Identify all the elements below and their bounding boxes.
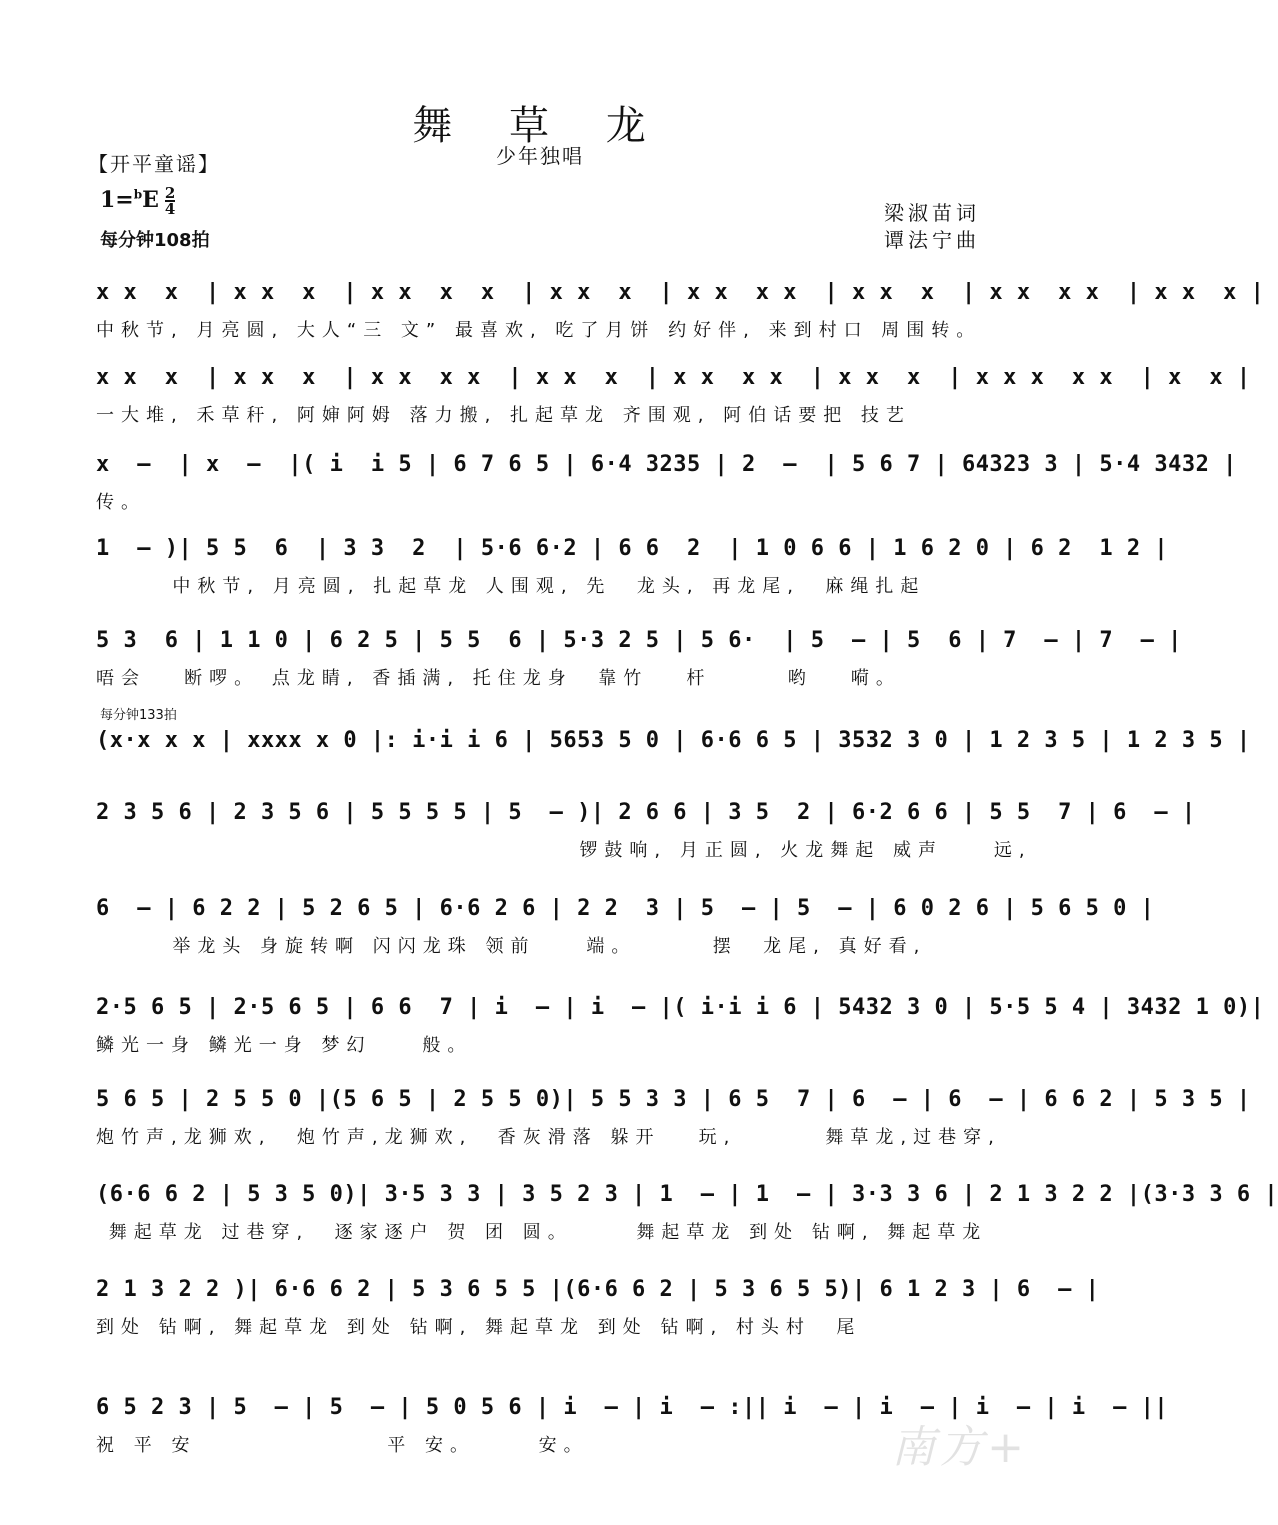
notes-line: x x x | x x x | x x x x | x x x | x x x x | x x x | x x x x x | x x |: [96, 365, 1251, 390]
notes-line: x x x | x x x | x x x x | x x x | x x x x | x x x | x x x x | x x x |: [96, 280, 1265, 305]
time-signature: [165, 186, 175, 216]
lyrics-line: 到处 钻啊, 舞起草龙 到处 钻啊, 舞起草龙 到处 钻啊, 村头村 尾: [96, 1317, 862, 1338]
notes-line: 1 — )| 5 5 6 | 3 3 2 | 5·6 6·2 | 6 6 2 | 1 0 6 6 | 1 6 2 0 | 6 2 1 2 |: [96, 536, 1169, 561]
nanfang-plus-watermark: 南方+: [891, 1422, 1028, 1473]
key-note: E: [142, 187, 159, 213]
lyrics-line: 一大堆, 禾草秆, 阿婶阿姆 落力搬, 扎起草龙 齐围观, 阿伯话要把 技艺: [96, 405, 911, 426]
lyrics-line: 舞起草龙 过巷穿, 逐家逐户 贺 团 圆。 舞起草龙 到处 钻啊, 舞起草龙: [96, 1222, 988, 1243]
notes-line: (x·x x x | xxxx x 0 |: i·i i 6 | 5653 5 0 | 6·6 6 5 | 3532 3 0 | 1 2 3 5 | 1 2 3 5 |: [96, 728, 1251, 753]
key-signature: [100, 186, 175, 216]
tempo-marking-2: 每分钟133拍: [100, 708, 177, 723]
notes-line: 2 1 3 2 2 )| 6·6 6 2 | 5 3 6 5 5 |(6·6 6 2 | 5 3 6 5 5)| 6 1 2 3 | 6 — |: [96, 1277, 1100, 1302]
lyrics-line: 举龙头 身旋转啊 闪闪龙珠 领前 端。 摆 龙尾, 真好看,: [96, 936, 927, 957]
notes-line: 2 3 5 6 | 2 3 5 6 | 5 5 5 5 | 5 — )| 2 6 6 | 3 5 2 | 6·2 6 6 | 5 5 7 | 6 — |: [96, 800, 1196, 825]
notes-line: 5 6 5 | 2 5 5 0 |(5 6 5 | 2 5 5 0)| 5 5 3 3 | 6 5 7 | 6 — | 6 — | 6 6 2 | 5 3 5 |: [96, 1087, 1251, 1112]
time-top: 2: [164, 184, 176, 202]
lyrics-line: 中秋节, 月亮圆, 扎起草龙 人围观, 先 龙头, 再龙尾, 麻绳扎起: [96, 576, 926, 597]
lyrics-line: 锣鼓响, 月正圆, 火龙舞起 威声 远,: [96, 840, 1032, 861]
song-subtitle: 少年独唱: [496, 144, 584, 168]
composer-credit: 谭法宁曲: [884, 228, 980, 252]
lyricist-credit: 梁淑苗词: [884, 201, 980, 225]
song-source: 【开平童谣】: [88, 152, 220, 176]
time-bottom: 4: [164, 200, 176, 218]
notes-line: x — | x — |( i i 5 | 6 7 6 5 | 6·4 3235 | 2 — | 5 6 7 | 64323 3 | 5·4 3432 |: [96, 452, 1237, 477]
notes-line: 6 5 2 3 | 5 — | 5 — | 5 0 5 6 | i — | i — :|| i — | i — | i — | i — ||: [96, 1395, 1169, 1420]
flat-sign: b: [133, 187, 143, 202]
lyrics-line: 炮竹声,龙狮欢, 炮竹声,龙狮欢, 香灰滑落 躲开 玩, 舞草龙,过巷穿,: [96, 1127, 1001, 1148]
song-title: 舞 草 龙: [412, 103, 668, 149]
lyrics-line: 唔会 断啰。 点龙睛, 香插满, 托住龙身 靠竹 杆 哟 嗬。: [96, 668, 901, 689]
notes-line: 2·5 6 5 | 2·5 6 5 | 6 6 7 | i — | i — |( i·i i 6 | 5432 3 0 | 5·5 5 4 | 3432 1 0)|: [96, 995, 1265, 1020]
lyrics-line: 祝 平 安 平 安。 安。: [96, 1435, 589, 1456]
lyrics-line: 传。: [96, 492, 146, 513]
tempo-marking: 每分钟108拍: [100, 230, 210, 251]
notes-line: (6·6 6 2 | 5 3 5 0)| 3·5 3 3 | 3 5 2 3 | 1 — | 1 — | 3·3 3 6 | 2 1 3 2 2 |(3·3 3 6 |: [96, 1182, 1278, 1207]
key-prefix: 1=: [100, 187, 134, 213]
notes-line: 6 — | 6 2 2 | 5 2 6 5 | 6·6 2 6 | 2 2 3 | 5 — | 5 — | 6 0 2 6 | 5 6 5 0 |: [96, 896, 1155, 921]
lyrics-line: 鳞光一身 鳞光一身 梦幻 般。: [96, 1035, 473, 1056]
lyrics-line: 中秋节, 月亮圆, 大人“三 文” 最喜欢, 吃了月饼 约好伴, 来到村口 周围转。: [96, 320, 982, 341]
notes-line: 5 3 6 | 1 1 0 | 6 2 5 | 5 5 6 | 5·3 2 5 | 5 6· | 5 — | 5 6 | 7 — | 7 — |: [96, 628, 1182, 653]
